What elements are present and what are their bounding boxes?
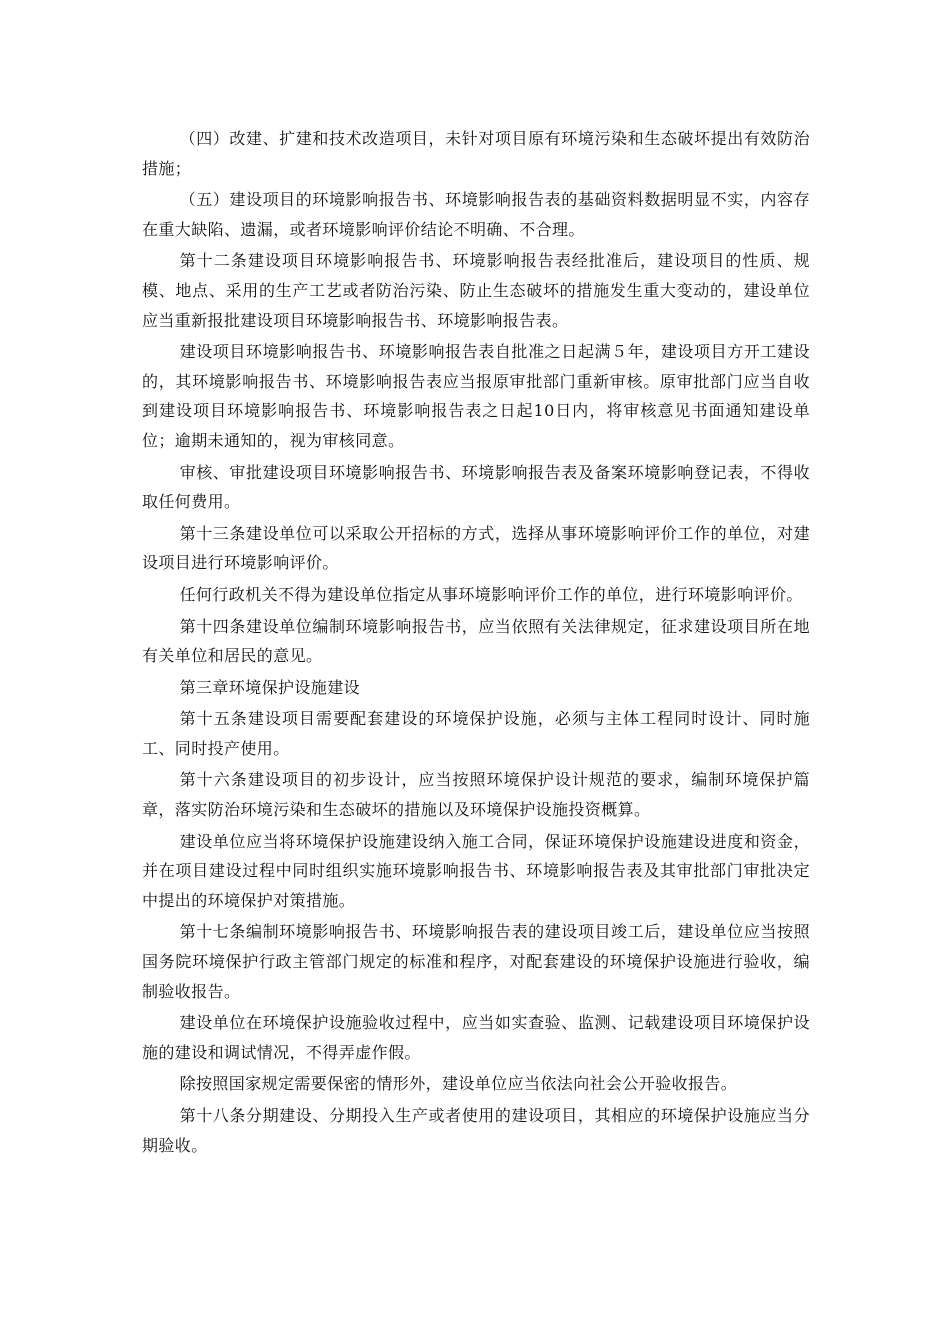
paragraph-article-13-agencies: 任何行政机关不得为建设单位指定从事环境影响评价工作的单位，进行环境影响评价。: [179, 584, 803, 604]
paragraph-article-15: 第十五条建设项目需要配套建设的环境保护设施，必须与主体工程同时设计、同时施工、同时投产使用。: [142, 709, 810, 758]
document-body: [142, 124, 810, 1162]
paragraph-article-14: 第十四条建设单位编制环境影响报告书，应当依照有关法律规定，征求建设项目所在地有关单位和居民的意见。: [142, 616, 810, 666]
paragraph-item-4-remedy: （四）改建、扩建和技术改造项目，未针对项目原有环境污染和生态破坏提出有效防治措施；: [142, 129, 810, 178]
paragraph-article-13: 第十三条建设单位可以采取公开招标的方式，选择从事环境影响评价工作的单位，对建设项目进行环境影响评价。: [142, 523, 810, 573]
paragraph-article-16: 第十六条建设项目的初步设计，应当按照环境保护设计规范的要求，编制环境保护篇章，落实防治环境污染和生态破坏的措施以及环境保护设施投资概算。: [142, 770, 810, 820]
paragraph-article-17-disclosure: 除按照国家规定需要保密的情形外，建设单位应当依法向社会公开验收报告。: [179, 1074, 738, 1094]
paragraph-article-17-inspection: 建设单位在环境保护设施验收过程中，应当如实查验、监测、记载建设项目环境保护设施的建设和调试情况，不得弄虚作假。: [142, 1013, 810, 1062]
paragraph-article-18: 第十八条分期建设、分期投入生产或者使用的建设项目，其相应的环境保护设施应当分期验收。: [142, 1106, 810, 1155]
paragraph-article-12-fees: 审核、审批建设项目环境影响报告书、环境影响报告表及备案环境影响登记表，不得收取任何费用。: [142, 462, 810, 512]
paragraph-article-12: 第十二条建设项目环境影响报告书、环境影响报告表经批准后，建设项目的性质、规模、地点、采用的生产工艺或者防治污染、防止生态破坏的措施发生重大变动的，建设单位应当重新报批建设项目环境影响报告书、环境影响报告表。: [142, 251, 810, 330]
paragraph-article-12-review: 建设项目环境影响报告书、环境影响报告表自批准之日起满５年，建设项目方开工建设的，其环境影响报告书、环境影响报告表应当报原审批部门重新审核。原审批部门应当自收到建设项目环境影响报告书、环境影响报告表之日起10日内，将审核意见书面通知建设单位；逾期未通知的，视为审核同意。: [142, 342, 810, 450]
paragraph-article-16-contract: 建设单位应当将环境保护设施建设纳入施工合同，保证环境保护设施建设进度和资金，并在项目建设过程中同时组织实施环境影响报告书、环境影响报告表及其审批部门审批决定中提出的环境保护对策措施。: [142, 831, 810, 910]
chapter-heading: 第三章环境保护设施建设: [179, 677, 360, 697]
paragraph-item-5-data: （五）建设项目的环境影响报告书、环境影响报告表的基础资料数据明显不实，内容存在重大缺陷、遗漏，或者环境影响评价结论不明确、不合理。: [142, 190, 810, 239]
paragraph-article-17: 第十七条编制环境影响报告书、环境影响报告表的建设项目竣工后，建设单位应当按照国务院环境保护行政主管部门规定的标准和程序，对配套建设的环境保护设施进行验收，编制验收报告。: [142, 922, 810, 1001]
